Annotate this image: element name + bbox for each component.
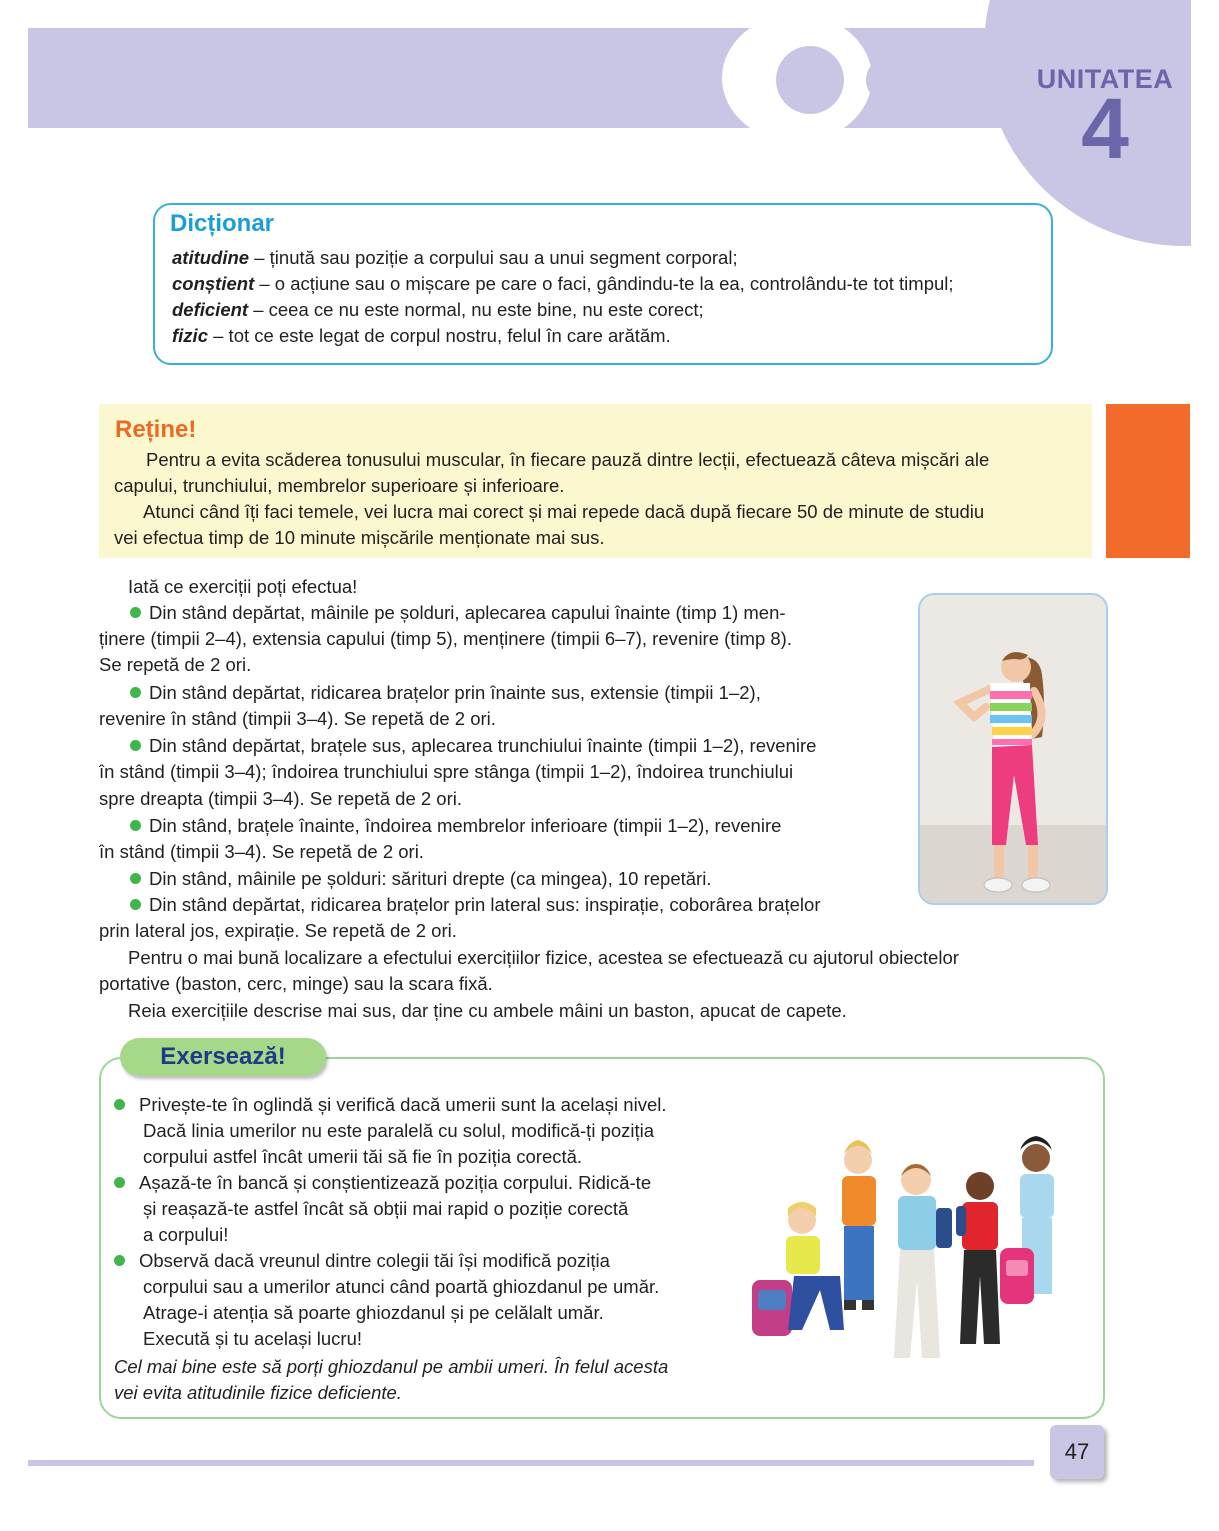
unit-label: UNITATEA xyxy=(1036,64,1174,94)
remember-line: Pentru a evita scăderea tonusului muscular, în fiecare pauză dintre lecții, efectuează câteva mișcări ale xyxy=(146,449,990,470)
exercises-intro: Iată ce exerciții poți efectua! xyxy=(128,576,358,597)
bullet-icon xyxy=(130,687,141,698)
bullet-icon xyxy=(130,873,141,884)
dictionary-entry xyxy=(172,297,704,323)
exercise-text: Din stând depărtat, ridicarea brațelor prin înainte sus, extensie (timpii 1–2), xyxy=(149,682,761,703)
dictionary-entry xyxy=(172,245,738,271)
decorative-dot-small xyxy=(940,68,964,92)
exercise-item xyxy=(130,600,786,627)
exercise-text: spre dreapta (timpii 3–4). Se repetă de 2 ori. xyxy=(99,788,462,809)
exercise-item xyxy=(130,733,816,760)
practice-note: Cel mai bine este să porți ghiozdanul pe ambii umeri. În felul acesta xyxy=(114,1356,669,1377)
practice-text: Execută și tu același lucru! xyxy=(143,1328,363,1349)
dictionary-term: fizic xyxy=(172,325,208,346)
practice-text: Așază-te în bancă și conștientizează poziția corpului. Ridică-te xyxy=(139,1172,652,1193)
exercise-item xyxy=(130,892,820,919)
page-number: 47 xyxy=(1050,1425,1104,1479)
bullet-icon xyxy=(114,1255,125,1266)
bullet-icon xyxy=(130,740,141,751)
remember-line: Atunci când îți faci temele, vei lucra mai corect și mai repede dacă după fiecare 50 de minute de studiu xyxy=(143,501,985,522)
bullet-icon xyxy=(130,607,141,618)
exercise-text: ținere (timpii 2–4), extensia capului (timp 5), menținere (timpii 6–7), revenire (timp 8). xyxy=(99,628,792,649)
children-with-backpacks-photo xyxy=(744,1130,1074,1370)
dictionary-entry xyxy=(172,323,671,349)
practice-note: vei evita atitudinile fizice deficiente. xyxy=(114,1382,402,1403)
practice-text: corpului astfel încât umerii tăi să fie în poziția corectă. xyxy=(143,1146,583,1167)
exercise-item xyxy=(130,813,781,840)
exercise-text: Din stând depărtat, ridicarea brațelor prin lateral sus: inspirație, coborârea brațelor xyxy=(149,894,821,915)
practice-text: și reașază-te astfel încât să obții mai rapid o poziție corectă xyxy=(143,1198,629,1219)
bullet-icon xyxy=(130,820,141,831)
exercise-text: prin lateral jos, expirație. Se repetă de 2 ori. xyxy=(99,920,457,941)
exercise-text: în stând (timpii 3–4); îndoirea trunchiului spre stânga (timpii 1–2), îndoirea trunchiului xyxy=(99,761,794,782)
exercise-item xyxy=(130,680,761,707)
dictionary-term: atitudine xyxy=(172,247,250,268)
exercises-after-text: portative (baston, cerc, minge) sau la scara fixă. xyxy=(99,973,493,994)
dictionary-definition: – tot ce este legat de corpul nostru, felul în care arătăm. xyxy=(207,325,671,346)
dictionary-definition: – ținută sau poziție a corpului sau a unui segment corporal; xyxy=(249,247,738,268)
bullet-icon xyxy=(130,899,141,910)
practice-item xyxy=(114,1092,667,1119)
exercises-after-text: Pentru o mai bună localizare a efectului exercițiilor fizice, acestea se efectuează cu ajutorul obiectelor xyxy=(128,947,959,968)
practice-text: Observă dacă vreunul dintre colegii tăi își modifică poziția xyxy=(139,1250,610,1271)
bullet-icon xyxy=(114,1177,125,1188)
practice-text: corpului sau a umerilor atunci când poartă ghiozdanul pe umăr. xyxy=(143,1276,660,1297)
exercise-item xyxy=(130,866,711,893)
practice-text: Dacă linia umerilor nu este paralelă cu solul, modifică-ți poziția xyxy=(143,1120,655,1141)
remember-line: capului, trunchiului, membrelor superioare și inferioare. xyxy=(114,475,565,496)
exercise-text: Din stând depărtat, brațele sus, aplecarea trunchiului înainte (timpii 1–2), revenire xyxy=(149,735,817,756)
practice-item xyxy=(114,1170,651,1197)
practice-text: a corpului! xyxy=(143,1224,229,1245)
decorative-dot-large xyxy=(776,46,844,114)
dictionary-term: deficient xyxy=(172,299,249,320)
girl-exercising-photo xyxy=(918,593,1108,905)
exercise-text: Se repetă de 2 ori. xyxy=(99,654,252,675)
dictionary-title: Dicționar xyxy=(170,210,275,237)
dictionary-term: conștient xyxy=(172,273,255,294)
chapter-side-tab xyxy=(1106,404,1190,558)
decorative-dot-medium xyxy=(866,57,912,103)
unit-number: 4 xyxy=(1081,81,1129,177)
remember-title: Reține! xyxy=(115,416,197,443)
exercise-text: Din stând, mâinile pe șolduri: sărituri drepte (ca mingea), 10 repetări. xyxy=(149,868,712,889)
exercise-text: în stând (timpii 3–4). Se repetă de 2 ori. xyxy=(99,841,424,862)
exercise-text: Din stând depărtat, mâinile pe șolduri, aplecarea capului înainte (timp 1) men- xyxy=(149,602,786,623)
practice-title: Exersează! xyxy=(120,1038,326,1076)
dictionary-entry xyxy=(172,271,954,297)
dictionary-definition: – ceea ce nu este normal, nu este bine, nu este corect; xyxy=(248,299,704,320)
footer-line xyxy=(28,1460,1034,1466)
remember-line: vei efectua timp de 10 minute mișcările menționate mai sus. xyxy=(114,527,605,548)
exercise-text: revenire în stând (timpii 3–4). Se repetă de 2 ori. xyxy=(99,708,496,729)
practice-item xyxy=(114,1248,610,1275)
bullet-icon xyxy=(114,1099,125,1110)
practice-text: Atrage-i atenția să poarte ghiozdanul și pe celălalt umăr. xyxy=(143,1302,604,1323)
exercises-after-text: Reia exercițiile descrise mai sus, dar ține cu ambele mâini un baston, apucat de capete. xyxy=(128,1000,847,1021)
dictionary-definition: – o acțiune sau o mișcare pe care o faci, gândindu-te la ea, controlându-te tot timpul; xyxy=(254,273,954,294)
practice-text: Privește-te în oglindă și verifică dacă umerii sunt la același nivel. xyxy=(139,1094,667,1115)
exercise-text: Din stând, brațele înainte, îndoirea membrelor inferioare (timpii 1–2), revenire xyxy=(149,815,782,836)
